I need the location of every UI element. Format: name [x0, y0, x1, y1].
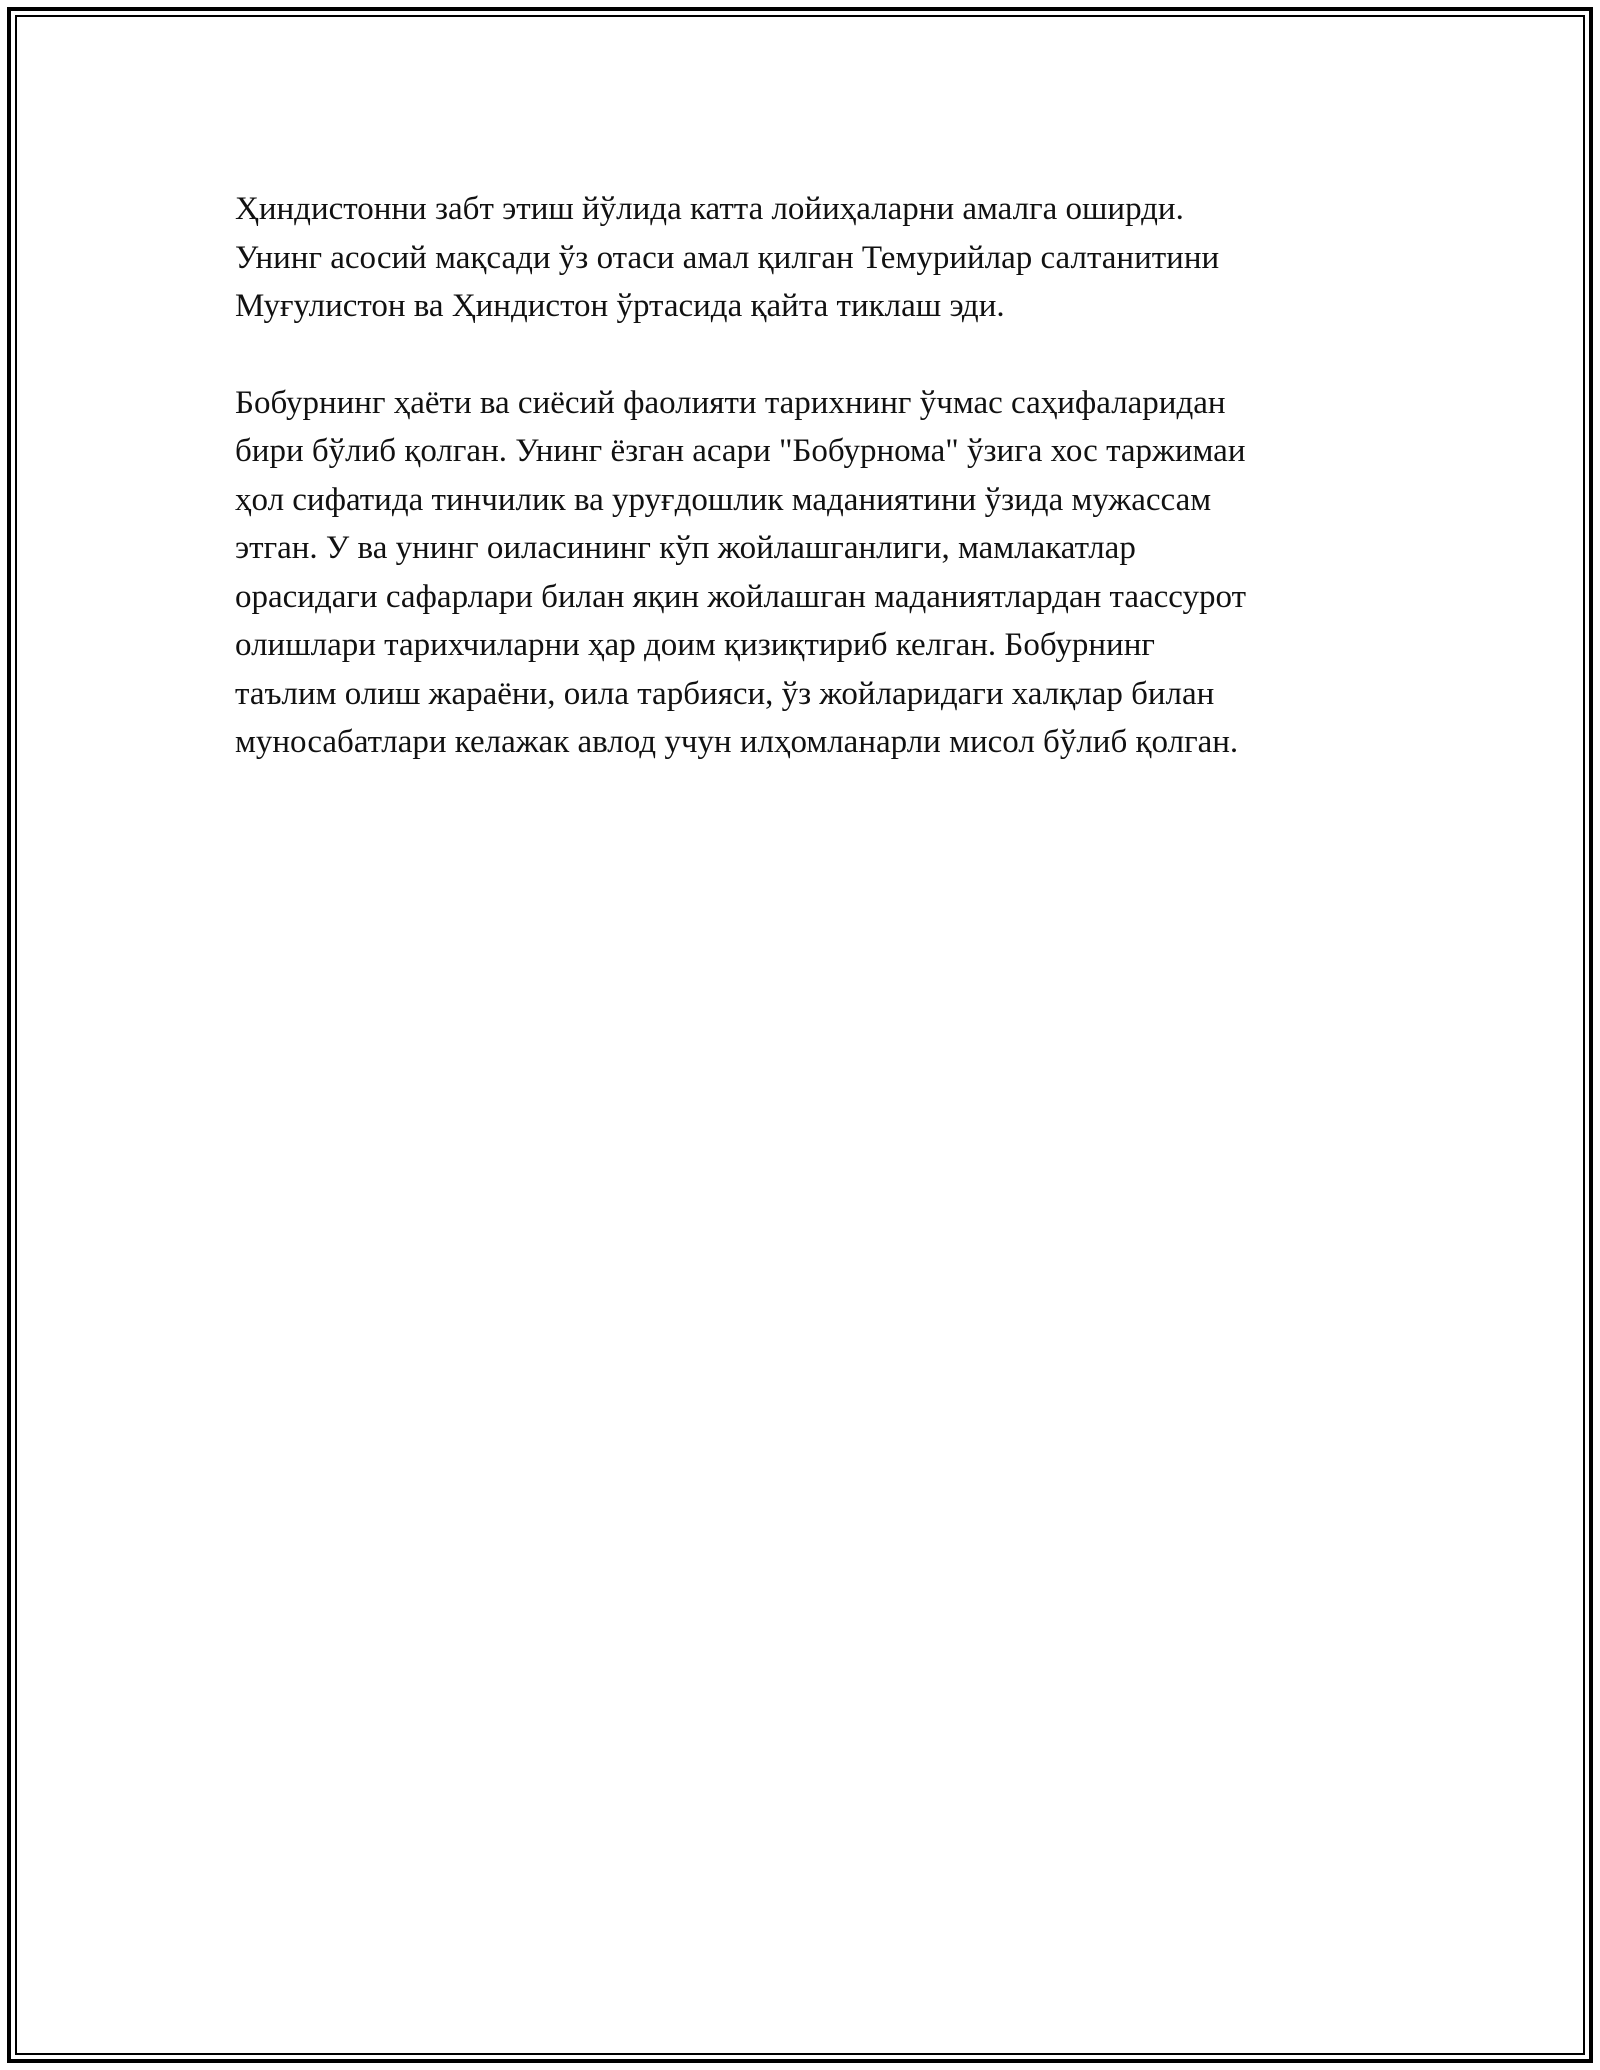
text-line: таълим олиш жараёни, оила тарбияси, ўз жойларидаги халқлар билан — [235, 675, 1215, 712]
text-line: Ҳиндистонни забт этиш йўлида катта лойиҳаларни амалга оширди. — [235, 191, 1184, 227]
text-line: Унинг асосий мақсади ўз отаси амал қилган Темурийлар салтанитини — [235, 239, 1220, 276]
text-line: Муғулистон ва Ҳиндистон ўртасида қайта тиклаш эди. — [235, 288, 1005, 324]
text-line: ҳол сифатида тинчилик ва уруғдошлик маданиятини ўзида мужассам — [235, 481, 1212, 518]
paragraph-2 — [235, 379, 1385, 767]
text-line: муносабатлари келажак авлод учун илҳомланарли мисол бўлиб қолган. — [235, 724, 1239, 760]
text-line: Бобурнинг ҳаёти ва сиёсий фаолияти тарихнинг ўчмас саҳифаларидан — [235, 384, 1226, 421]
paragraph-1 — [235, 185, 1385, 331]
text-line: орасидаги сафарлари билан яқин жойлашган маданиятлардан таассурот — [235, 578, 1246, 615]
text-line: этган. У ва унинг оиласининг кўп жойлашганлиги, мамлакатлар — [235, 530, 1136, 566]
text-line: бири бўлиб қолган. Унинг ёзган асари "Бобурнома" ўзига хос таржимаи — [235, 433, 1246, 469]
text-line: олишлари тарихчиларни ҳар доим қизиқтириб келган. Бобурнинг — [235, 627, 1155, 663]
document-body — [235, 185, 1385, 767]
